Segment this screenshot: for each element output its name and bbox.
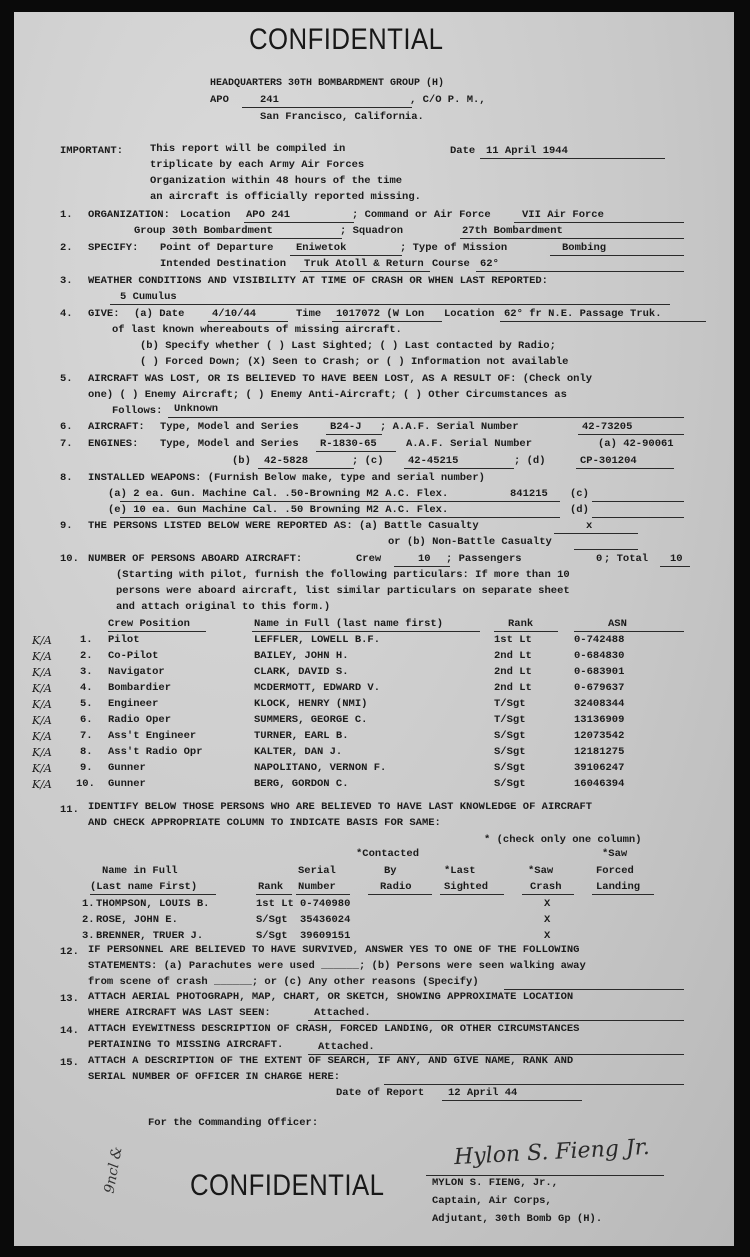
crew-row-number: 4. xyxy=(80,682,93,694)
destination-underline xyxy=(300,271,430,272)
for-commanding-officer: For the Commanding Officer: xyxy=(148,1117,319,1129)
crew-row-number: 5. xyxy=(80,698,93,710)
header-serial-2: Number xyxy=(298,881,336,893)
crew-position: Co-Pilot xyxy=(108,650,159,662)
header-landing: Landing xyxy=(596,881,641,893)
crew-row-number: 2. xyxy=(80,650,93,662)
crew-name: MCDERMOTT, EDWARD V. xyxy=(254,682,381,694)
crew-position: Radio Oper xyxy=(108,714,172,726)
course-underline xyxy=(476,271,684,272)
kia-mark: K/A xyxy=(32,746,52,759)
eyewitness-attached: Attached. xyxy=(318,1041,375,1053)
eyewitness-line-1: ATTACH EYEWITNESS DESCRIPTION OF CRASH, FORCED LANDING, OR OTHER CIRCUMSTANCES xyxy=(88,1023,580,1035)
witness-rank: S/Sgt xyxy=(256,930,288,942)
header-radio: Radio xyxy=(380,881,412,893)
engine-d-label: ; (d) xyxy=(514,455,546,467)
header-rank: Rank xyxy=(258,881,284,893)
header-name-2: (Last name First) xyxy=(90,881,198,893)
give-label: GIVE: xyxy=(88,308,120,320)
departure-value: Eniwetok xyxy=(296,242,347,254)
crew-name: LEFFLER, LOWELL B.F. xyxy=(254,634,381,646)
witness-name: ROSE, JOHN E. xyxy=(96,914,178,926)
engine-type-value: R-1830-65 xyxy=(320,438,377,450)
header-contacted: *Contacted xyxy=(356,848,420,860)
weather-label: WEATHER CONDITIONS AND VISIBILITY AT TIME OF CRASH OR WHEN LAST REPORTED: xyxy=(88,275,548,287)
crew-name: TURNER, EARL B. xyxy=(254,730,349,742)
crew-asn: 32408344 xyxy=(574,698,625,710)
city-line: San Francisco, California. xyxy=(260,111,424,123)
important-line-3: Organization within 48 hours of the time xyxy=(150,175,403,187)
saw-crash-mark: X xyxy=(544,914,551,926)
battle-casualty-mark: x xyxy=(586,520,593,532)
witness-serial: 39609151 xyxy=(300,930,351,942)
crew-asn: 0-679637 xyxy=(574,682,625,694)
report-page xyxy=(14,12,734,1246)
kia-mark: K/A xyxy=(32,682,52,695)
item-11-number: 11. xyxy=(60,804,79,816)
eyewitness-line-2: PERTAINING TO MISSING AIRCRAFT. xyxy=(88,1039,284,1051)
header-by: By xyxy=(384,865,397,877)
group-value: 30th Bombardment xyxy=(172,225,273,237)
item-9-number: 9. xyxy=(60,520,73,532)
crew-asn: 13136909 xyxy=(574,714,625,726)
location-label: Location xyxy=(180,209,231,221)
location-value: APO 241 xyxy=(246,209,291,221)
crew-position: Ass't Engineer xyxy=(108,730,197,742)
crew-underline xyxy=(394,566,450,567)
signer-rank: Captain, Air Corps, xyxy=(432,1195,552,1207)
signer-title: Adjutant, 30th Bomb Gp (H). xyxy=(432,1213,603,1225)
squadron-label: ; Squadron xyxy=(340,225,404,237)
confidential-stamp-bottom: CONFIDENTIAL xyxy=(190,1169,385,1202)
important-line-1: This report will be compiled in xyxy=(150,143,346,155)
date-underline xyxy=(480,158,665,159)
total-value: 10 xyxy=(670,553,683,565)
h-forced-underline xyxy=(592,894,654,895)
h-radio-underline xyxy=(368,894,432,895)
apo-suffix: , C/O P. M., xyxy=(410,94,486,106)
col-rank: Rank xyxy=(508,618,534,630)
item-14-number: 14. xyxy=(60,1025,79,1037)
whereabouts-line: of last known whereabouts of missing aircraft. xyxy=(112,324,402,336)
battle-casualty-underline xyxy=(554,533,638,534)
instruction-line-1: (Starting with pilot, furnish the following particulars: If more than 10 xyxy=(116,569,570,581)
kia-mark: K/A xyxy=(32,714,52,727)
departure-underline xyxy=(290,255,402,256)
engine-c-underline xyxy=(404,468,514,469)
passengers-value: 0 xyxy=(596,553,603,565)
item-8-number: 8. xyxy=(60,472,73,484)
item-12-number: 12. xyxy=(60,946,79,958)
organization-label: ORGANIZATION: xyxy=(88,209,170,221)
crew-name: SUMMERS, GEORGE C. xyxy=(254,714,368,726)
search-underline xyxy=(384,1084,684,1085)
witness-row-number: 3. xyxy=(82,930,95,942)
header-name-1: Name in Full xyxy=(102,865,178,877)
kia-mark: K/A xyxy=(32,778,52,791)
weather-value: 5 Cumulus xyxy=(120,291,177,303)
header-saw-forced-star: *Saw xyxy=(602,848,628,860)
crew-position: Gunner xyxy=(108,762,146,774)
date-value: 11 April 1944 xyxy=(486,145,568,157)
engine-serial-b: 42-5828 xyxy=(264,455,309,467)
aircraft-serial-label: ; A.A.F. Serial Number xyxy=(380,421,519,433)
item-2-number: 2. xyxy=(60,242,73,254)
h-serial-underline xyxy=(296,894,350,895)
crew-row-number: 7. xyxy=(80,730,93,742)
aircraft-type-underline xyxy=(326,434,382,435)
aircraft-type-label: Type, Model and Series xyxy=(160,421,299,433)
crew-name: BAILEY, JOHN H. xyxy=(254,650,349,662)
search-line-1: ATTACH A DESCRIPTION OF THE EXTENT OF SEARCH, IF ANY, AND GIVE NAME, RANK AND xyxy=(88,1055,574,1067)
crew-asn: 0-742488 xyxy=(574,634,625,646)
header-saw: *Saw xyxy=(528,865,554,877)
engine-d-underline xyxy=(576,468,674,469)
crew-asn: 39106247 xyxy=(574,762,625,774)
aircraft-serial-underline xyxy=(578,434,684,435)
status-line-1: (b) Specify whether ( ) Last Sighted; ( ) Last contacted by Radio; xyxy=(140,340,556,352)
follows-underline xyxy=(168,417,684,418)
command-underline xyxy=(514,222,684,223)
weapons-d-underline xyxy=(592,517,684,518)
witness-serial: 0-740980 xyxy=(300,898,351,910)
crew-rank: S/Sgt xyxy=(494,778,526,790)
location-underline xyxy=(244,222,354,223)
other-reasons-underline xyxy=(504,989,684,990)
confidential-stamp-top: CONFIDENTIAL xyxy=(249,23,444,56)
crew-name: NAPOLITANO, VERNON F. xyxy=(254,762,387,774)
crew-asn: 16046394 xyxy=(574,778,625,790)
report-date-underline xyxy=(442,1100,582,1101)
aircraft-type-value: B24-J xyxy=(330,421,362,433)
crew-position: Ass't Radio Opr xyxy=(108,746,203,758)
instruction-line-3: and attach original to this form.) xyxy=(116,601,331,613)
crew-position: Engineer xyxy=(108,698,159,710)
instruction-line-2: persons were aboard aircraft, list similar particulars on separate sheet xyxy=(116,585,570,597)
crew-label: Crew xyxy=(356,553,382,565)
item-13-number: 13. xyxy=(60,993,79,1005)
report-date-label: Date of Report xyxy=(336,1087,425,1099)
crew-rank: 2nd Lt xyxy=(494,650,532,662)
crew-rank: 2nd Lt xyxy=(494,682,532,694)
witness-rank: 1st Lt xyxy=(256,898,294,910)
crew-row-number: 6. xyxy=(80,714,93,726)
apo-underline xyxy=(242,107,412,108)
crew-rank: S/Sgt xyxy=(494,746,526,758)
crew-row-number: 1. xyxy=(80,634,93,646)
date-label: Date xyxy=(450,145,476,157)
header-crash: Crash xyxy=(530,881,562,893)
aircraft-label: AIRCRAFT: xyxy=(88,421,145,433)
saw-crash-mark: X xyxy=(544,898,551,910)
loss-location-underline xyxy=(500,321,706,322)
item-15-number: 15. xyxy=(60,1057,79,1069)
crew-position: Gunner xyxy=(108,778,146,790)
aircraft-serial-value: 42-73205 xyxy=(582,421,633,433)
crew-row-number: 3. xyxy=(80,666,93,678)
weather-underline xyxy=(110,304,670,305)
photo-attached: Attached. xyxy=(314,1007,371,1019)
loss-date-label: (a) Date xyxy=(134,308,185,320)
group-label: Group xyxy=(134,225,166,237)
crew-rank: S/Sgt xyxy=(494,730,526,742)
witness-name: THOMPSON, LOUIS B. xyxy=(96,898,210,910)
report-date-value: 12 April 44 xyxy=(448,1087,518,1099)
crew-asn: 0-683901 xyxy=(574,666,625,678)
engine-c-label: ; (c) xyxy=(352,455,384,467)
engine-serial-a: (a) 42-90061 xyxy=(598,438,674,450)
mission-label: ; Type of Mission xyxy=(400,242,508,254)
item-1-number: 1. xyxy=(60,209,73,221)
engine-b-label: (b) xyxy=(232,455,251,467)
saw-crash-mark: X xyxy=(544,930,551,942)
signer-name: MYLON S. FIENG, Jr., xyxy=(432,1177,559,1189)
time-label: Time xyxy=(296,308,322,320)
h-crash-underline xyxy=(522,894,574,895)
witness-row-number: 1. xyxy=(82,898,95,910)
important-line-4: an aircraft is officially reported missing. xyxy=(150,191,421,203)
survived-line-3: from scene of crash ______; or (c) Any other reasons (Specify) xyxy=(88,976,479,988)
crew-asn: 0-684830 xyxy=(574,650,625,662)
item-7-number: 7. xyxy=(60,438,73,450)
engine-type-label: Type, Model and Series xyxy=(160,438,299,450)
specify-label: SPECIFY: xyxy=(88,242,139,254)
destination-label: Intended Destination xyxy=(160,258,287,270)
total-underline xyxy=(660,566,690,567)
weapons-a-serial: 841215 xyxy=(510,488,548,500)
mission-underline xyxy=(550,255,684,256)
loss-location-label: Location xyxy=(444,308,495,320)
item-5-number: 5. xyxy=(60,373,73,385)
passengers-label: ; Passengers xyxy=(446,553,522,565)
photo-line-1: ATTACH AERIAL PHOTOGRAPH, MAP, CHART, OR SKETCH, SHOWING APPROXIMATE LOCATION xyxy=(88,991,574,1003)
header-last: *Last xyxy=(444,865,476,877)
unit-line: HEADQUARTERS 30TH BOMBARDMENT GROUP (H) xyxy=(210,78,445,89)
witness-rank: S/Sgt xyxy=(256,914,288,926)
loss-location-value: 62° fr N.E. Passage Truk. xyxy=(504,308,662,320)
weapons-label: INSTALLED WEAPONS: (Furnish Below make, type and serial number) xyxy=(88,472,485,484)
engine-serial-c: 42-45215 xyxy=(408,455,459,467)
col-name-in-full: Name in Full (last name first) xyxy=(254,618,444,630)
witness-row-number: 2. xyxy=(82,914,95,926)
crew-rank: T/Sgt xyxy=(494,698,526,710)
follows-label: Follows: xyxy=(112,405,163,417)
crew-value: 10 xyxy=(418,553,431,565)
photo-underline xyxy=(308,1020,684,1021)
survived-line-1: IF PERSONNEL ARE BELIEVED TO HAVE SURVIVED, ANSWER YES TO ONE OF THE FOLLOWING xyxy=(88,944,580,956)
important-label: IMPORTANT: xyxy=(60,145,124,157)
status-line-2: ( ) Forced Down; (X) Seen to Crash; or ( ) Information not available xyxy=(140,356,569,368)
crew-asn: 12181275 xyxy=(574,746,625,758)
cause-line-1: AIRCRAFT WAS LOST, OR IS BELIEVED TO HAVE BEEN LOST, AS A RESULT OF: (Check only xyxy=(88,373,593,385)
casualty-line-2: or (b) Non-Battle Casualty xyxy=(388,536,552,548)
h-rank-underline xyxy=(256,894,292,895)
col-pos-underline xyxy=(108,631,206,632)
item-3-number: 3. xyxy=(60,275,73,287)
command-value: VII Air Force xyxy=(522,209,604,221)
mission-value: Bombing xyxy=(562,242,607,254)
kia-mark: K/A xyxy=(32,650,52,663)
crew-position: Navigator xyxy=(108,666,165,678)
signature: Hylon S. Fieng Jr. xyxy=(453,1134,651,1171)
crew-name: BERG, GORDON C. xyxy=(254,778,349,790)
crew-rank: T/Sgt xyxy=(494,714,526,726)
search-line-2: SERIAL NUMBER OF OFFICER IN CHARGE HERE: xyxy=(88,1071,341,1083)
col-asn-underline xyxy=(574,631,684,632)
follows-value: Unknown xyxy=(174,403,219,415)
kia-mark: K/A xyxy=(32,730,52,743)
course-label: Course xyxy=(432,258,470,270)
col-rank-underline xyxy=(494,631,558,632)
departure-label: Point of Departure xyxy=(160,242,274,254)
apo-value: 241 xyxy=(260,94,279,106)
weapons-c-label: (c) xyxy=(570,488,589,500)
casualty-line-1: THE PERSONS LISTED BELOW WERE REPORTED AS: (a) Battle Casualty xyxy=(88,520,479,532)
crew-name: CLARK, DAVID S. xyxy=(254,666,349,678)
knowledge-line-1: IDENTIFY BELOW THOSE PERSONS WHO ARE BELIEVED TO HAVE LAST KNOWLEDGE OF AIRCRAFT xyxy=(88,801,593,813)
crew-name: KALTER, DAN J. xyxy=(254,746,343,758)
kia-mark: K/A xyxy=(32,698,52,711)
item-6-number: 6. xyxy=(60,421,73,433)
crew-row-number: 9. xyxy=(80,762,93,774)
check-note: * (check only one column) xyxy=(484,834,642,846)
crew-rank: S/Sgt xyxy=(494,762,526,774)
important-line-2: triplicate by each Army Air Forces xyxy=(150,159,365,171)
kia-mark: K/A xyxy=(32,634,52,647)
weapons-b-underline xyxy=(120,517,560,518)
loss-date-underline xyxy=(208,321,288,322)
cause-line-2: one) ( ) Enemy Aircraft; ( ) Enemy Anti-Aircraft; ( ) Other Circumstances as xyxy=(88,389,567,401)
crew-rank: 1st Lt xyxy=(494,634,532,646)
col-asn: ASN xyxy=(608,618,627,630)
col-name-underline xyxy=(252,631,480,632)
weapons-a: (a) 2 ea. Gun. Machine Cal. .50-Browning M2 A.C. Flex. xyxy=(108,488,449,500)
photo-line-2: WHERE AIRCRAFT WAS LAST SEEN: xyxy=(88,1007,271,1019)
crew-position: Pilot xyxy=(108,634,140,646)
engine-b-underline xyxy=(258,468,354,469)
squadron-underline xyxy=(460,238,684,239)
squadron-value: 27th Bombardment xyxy=(462,225,563,237)
margin-handwriting: 9ncl & xyxy=(101,1145,126,1195)
destination-value: Truk Atoll & Return xyxy=(304,258,424,270)
header-serial-1: Serial xyxy=(298,865,336,877)
kia-mark: K/A xyxy=(32,666,52,679)
non-battle-underline xyxy=(574,549,638,550)
header-forced: Forced xyxy=(596,865,634,877)
weapons-c-underline xyxy=(592,501,684,502)
header-sighted: Sighted xyxy=(444,881,489,893)
weapons-d-label: (d) xyxy=(570,504,589,516)
weapons-b: (e) 10 ea. Gun Machine Cal. .50 Browning M2 A.C. Flex. xyxy=(108,504,449,516)
h-sight-underline xyxy=(440,894,504,895)
persons-aboard-label: NUMBER OF PERSONS ABOARD AIRCRAFT: xyxy=(88,553,303,565)
command-label: ; Command or Air Force xyxy=(352,209,491,221)
apo-label: APO xyxy=(210,94,229,106)
engine-type-underline xyxy=(316,451,396,452)
loss-date-value: 4/10/44 xyxy=(212,308,257,320)
item-4-number: 4. xyxy=(60,308,73,320)
survived-line-2: STATEMENTS: (a) Parachutes were used ______; (b) Persons were seen walking away xyxy=(88,960,586,972)
engine-serial-label: A.A.F. Serial Number xyxy=(406,438,533,450)
total-label: ; Total xyxy=(604,553,649,565)
course-value: 62° xyxy=(480,258,499,270)
engines-label: ENGINES: xyxy=(88,438,139,450)
group-underline xyxy=(170,238,342,239)
crew-row-number: 8. xyxy=(80,746,93,758)
weapons-a-underline xyxy=(120,501,560,502)
kia-mark: K/A xyxy=(32,762,52,775)
knowledge-line-2: AND CHECK APPROPRIATE COLUMN TO INDICATE BASIS FOR SAME: xyxy=(88,817,441,829)
crew-position: Bombardier xyxy=(108,682,172,694)
col-crew-position: Crew Position xyxy=(108,618,190,630)
item-10-number: 10. xyxy=(60,553,79,565)
h-name-underline xyxy=(90,894,216,895)
witness-serial: 35436024 xyxy=(300,914,351,926)
time-value: 1017072 (W Lon xyxy=(336,308,425,320)
engine-serial-d: CP-301204 xyxy=(580,455,637,467)
time-underline xyxy=(332,321,442,322)
witness-name: BRENNER, TRUER J. xyxy=(96,930,204,942)
crew-name: KLOCK, HENRY (NMI) xyxy=(254,698,368,710)
crew-row-number: 10. xyxy=(76,778,95,790)
signature-underline xyxy=(426,1175,664,1176)
crew-asn: 12073542 xyxy=(574,730,625,742)
crew-rank: 2nd Lt xyxy=(494,666,532,678)
